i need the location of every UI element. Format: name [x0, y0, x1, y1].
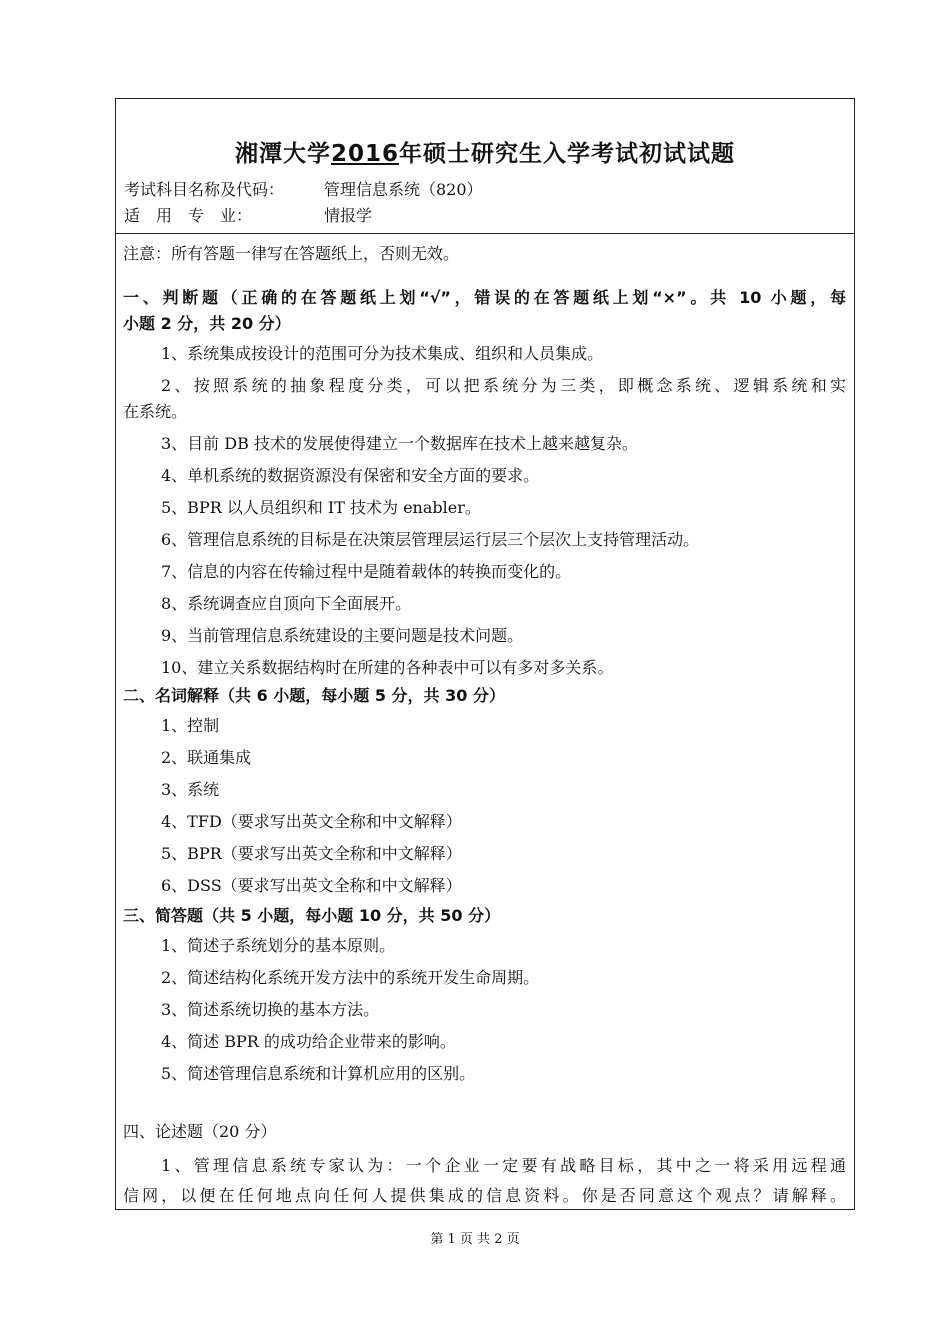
subject-label: 考试科目名称及代码：: [124, 180, 285, 199]
header-divider: [116, 233, 854, 234]
section1-item-10: 10、建立关系数据结构时在所建的各种表中可以有多对多关系。: [161, 658, 614, 677]
section3-item-1: 1、简述子系统划分的基本原则。: [161, 936, 396, 955]
subject-row: [124, 177, 483, 200]
section3-item-5: 5、简述管理信息系统和计算机应用的区别。: [161, 1064, 476, 1083]
page-footer: 第 1 页 共 2 页: [430, 1232, 520, 1247]
notice: 注意：所有答题一律写在答题纸上，否则无效。: [123, 244, 460, 263]
section3-item-2: 2、简述结构化系统开发方法中的系统开发生命周期。: [161, 968, 540, 987]
section1-item-1: 1、系统集成按设计的范围可分为技术集成、组织和人员集成。: [161, 344, 604, 363]
subject-value: 管理信息系统（820）: [324, 180, 483, 199]
section1-heading-line1: 一、判断题（正确的在答题纸上划“√”，错误的在答题纸上划“×”。共 10 小题，每: [123, 288, 846, 307]
section2-item-2: 2、联通集成: [161, 748, 252, 767]
section1-item-6: 6、管理信息系统的目标是在决策层管理层运行层三个层次上支持管理活动。: [161, 530, 700, 549]
section3-item-3: 3、简述系统切换的基本方法。: [161, 1000, 380, 1019]
exam-frame: [115, 98, 855, 1210]
section2-item-3: 3、系统: [161, 780, 220, 799]
section3-item-4: 4、简述 BPR 的成功给企业带来的影响。: [161, 1032, 456, 1051]
exam-title: [116, 135, 854, 168]
major-label: 适 用 专 业：: [124, 206, 253, 225]
section1-item-5: 5、BPR 以人员组织和 IT 技术为 enabler。: [161, 498, 481, 517]
section1-item-3: 3、目前 DB 技术的发展使得建立一个数据库在技术上越来越复杂。: [161, 434, 638, 453]
section1-heading-line2: 小题 2 分，共 20 分）: [123, 314, 291, 333]
section1-item-9: 9、当前管理信息系统建设的主要问题是技术问题。: [161, 626, 524, 645]
section2-heading: 二、名词解释（共 6 小题，每小题 5 分，共 30 分）: [123, 686, 505, 705]
title-prefix: 湘潭大学: [234, 141, 331, 167]
section2-item-5: 5、BPR（要求写出英文全称和中文解释）: [161, 844, 462, 863]
section4-line1: 1、管理信息系统专家认为：一个企业一定要有战略目标，其中之一将采用远程通: [161, 1156, 846, 1175]
section3-heading: 三、简答题（共 5 小题，每小题 10 分，共 50 分）: [123, 906, 501, 925]
major-value: 情报学: [324, 206, 373, 225]
section1-item-7: 7、信息的内容在传输过程中是随着载体的转换而变化的。: [161, 562, 572, 581]
title-suffix: 年硕士研究生入学考试初试试题: [399, 141, 735, 167]
section2-item-1: 1、控制: [161, 716, 220, 735]
section1-item-4: 4、单机系统的数据资源没有保密和安全方面的要求。: [161, 466, 540, 485]
title-year: 2016: [330, 141, 399, 167]
section1-item-2: 2、按照系统的抽象程度分类，可以把系统分为三类，即概念系统、逻辑系统和实: [161, 376, 846, 395]
section4-heading: 四、论述题（20 分）: [123, 1122, 277, 1141]
major-row: [124, 203, 372, 226]
section2-item-6: 6、DSS（要求写出英文全称和中文解释）: [161, 876, 462, 895]
section2-item-4: 4、TFD（要求写出英文全称和中文解释）: [161, 812, 462, 831]
section4-line2: 信网，以便在任何地点向任何人提供集成的信息资料。你是否同意这个观点？请解释。: [123, 1186, 846, 1205]
section1-item-8: 8、系统调查应自顶向下全面展开。: [161, 594, 412, 613]
section1-item-2-cont: 在系统。: [123, 402, 188, 421]
